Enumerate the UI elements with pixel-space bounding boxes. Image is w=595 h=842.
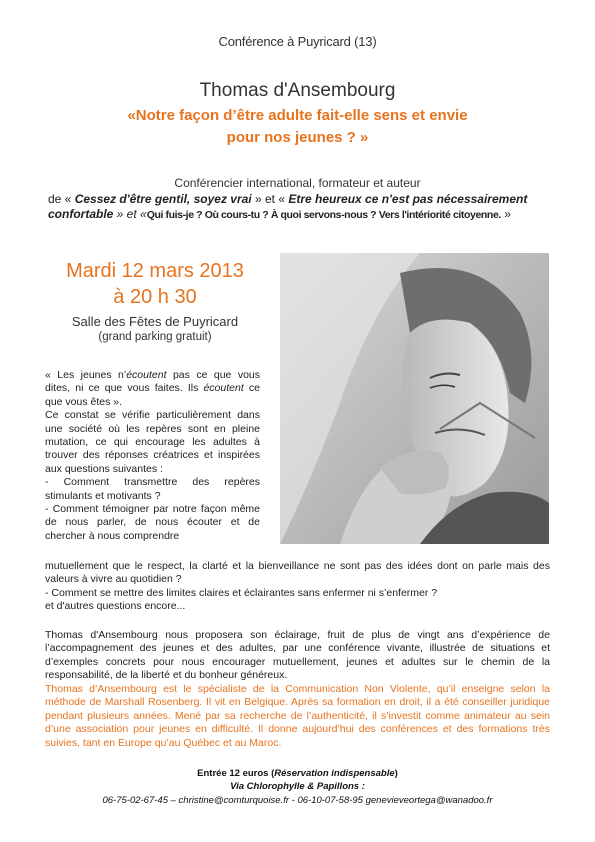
- book-title-2: Etre heureux ce n'est pas nécessairement confortable: [48, 192, 528, 221]
- book-title-3: Qui fuis-je ? Où cours-tu ? À quoi servons-nous ? Vers l'intériorité citoyenne.: [146, 209, 501, 221]
- quote-part2: pas ce que vous dites, ni ce que vous faites. Ils: [45, 369, 260, 395]
- speaker-role: Conférencier international, formateur et auteur: [174, 176, 421, 190]
- portrait-illustration: [280, 253, 549, 544]
- talk-title-line1: «Notre façon d’être adulte fait-elle sens et envie: [127, 107, 468, 124]
- talk-title: [0, 105, 595, 149]
- admission-suffix: ): [394, 768, 398, 779]
- conference-header: Conférence à Puyricard (13): [218, 34, 377, 49]
- speaker-name: Thomas d'Ansembourg: [199, 80, 396, 101]
- organizer: Via Chlorophylle & Papillons :: [230, 781, 365, 792]
- reservation-note: Réservation indispensable: [274, 768, 395, 779]
- event-venue: Salle des Fêtes de Puyricard: [71, 314, 239, 329]
- speaker-bio: Thomas d’Ansembourg est le spécialiste de la Communication Non Violente, qu’il enseigne selon la méthode de Marshall Rosenberg. Il vit en Belgique. Après sa formation en droit, il a été conseiller juridique pendant plusieurs années. Mené par sa recherche de l’authenticité, il s’investit comme animateur au sein d’une association pour jeunes en difficulté. Il donne aujourd’hui des conférences et des formations très suivies, tant en Europe qu’au Québec et au Maroc.: [45, 683, 550, 749]
- event-date: [40, 258, 270, 310]
- question-3: - Comment se mettre des limites claires et éclairantes sans enfermer ni s’enfermer ?: [45, 586, 438, 599]
- quote-part1: « Les jeunes n’: [45, 369, 127, 381]
- books-prefix: de «: [48, 192, 75, 206]
- question-1: - Comment transmettre des repères stimulants et motivants ?: [45, 476, 260, 502]
- talk-title-line2: pour nos jeunes ? »: [226, 129, 369, 146]
- question-2-start: - Comment témoigner par notre façon même de nous parler, de nous écouter et de chercher à nous comprendre: [45, 503, 260, 542]
- event-time: à 20 h 30: [113, 286, 197, 308]
- intro-text: Ce constat se vérifie particulièrement dans une société où les repères sont en pleine mutation, ce qui encourage les adultes à trouver des réponses créatrices et inspirées aux questions suivantes :: [45, 409, 260, 475]
- admission-price: Entrée 12 euros (: [197, 768, 275, 779]
- questions-continued: [45, 560, 550, 614]
- books-mid2: » et «: [113, 207, 147, 221]
- intro-column: [45, 369, 260, 543]
- talk-description: Thomas d'Ansembourg nous proposera son éclairage, fruit de plus de vingt ans d’expérience de l’accompagnement des jeunes et des adultes, par une conférence vivante, illustrée de situations et d’exemples concrets pour nous encourager mutuellement, jeunes et adultes sur le chemin de la responsabilité, de la liberté et du bonheur généreux.: [45, 629, 550, 682]
- event-info: [40, 258, 270, 343]
- speaker-portrait-photo: [280, 253, 549, 544]
- quote-emphasis1: écoutent: [126, 369, 167, 381]
- quote: [45, 369, 260, 409]
- books-mid1: » et «: [251, 192, 289, 206]
- quote-emphasis2: écoutent: [203, 382, 244, 395]
- event-parking: (grand parking gratuit): [98, 331, 212, 343]
- question-2-end: mutuellement que le respect, la clarté et la bienveillance ne sont pas des idées dont on parle mais des valeurs à vivre au quotidien ?: [45, 560, 550, 586]
- books-suffix: »: [500, 207, 511, 221]
- event-date-day: Mardi 12 mars 2013: [66, 260, 244, 282]
- book-title-1: Cessez d'être gentil, soyez vrai: [74, 192, 252, 206]
- admission-info: [0, 768, 595, 779]
- books-list: [48, 192, 553, 223]
- quote-part3: ce que vous êtes ».: [45, 382, 260, 408]
- question-4: et d'autres questions encore...: [45, 600, 186, 613]
- contact-info: 06-75-02-67-45 – christine@comturquoise.fr - 06-10-07-58-95 genevieveortega@wanadoo.fr: [102, 795, 493, 806]
